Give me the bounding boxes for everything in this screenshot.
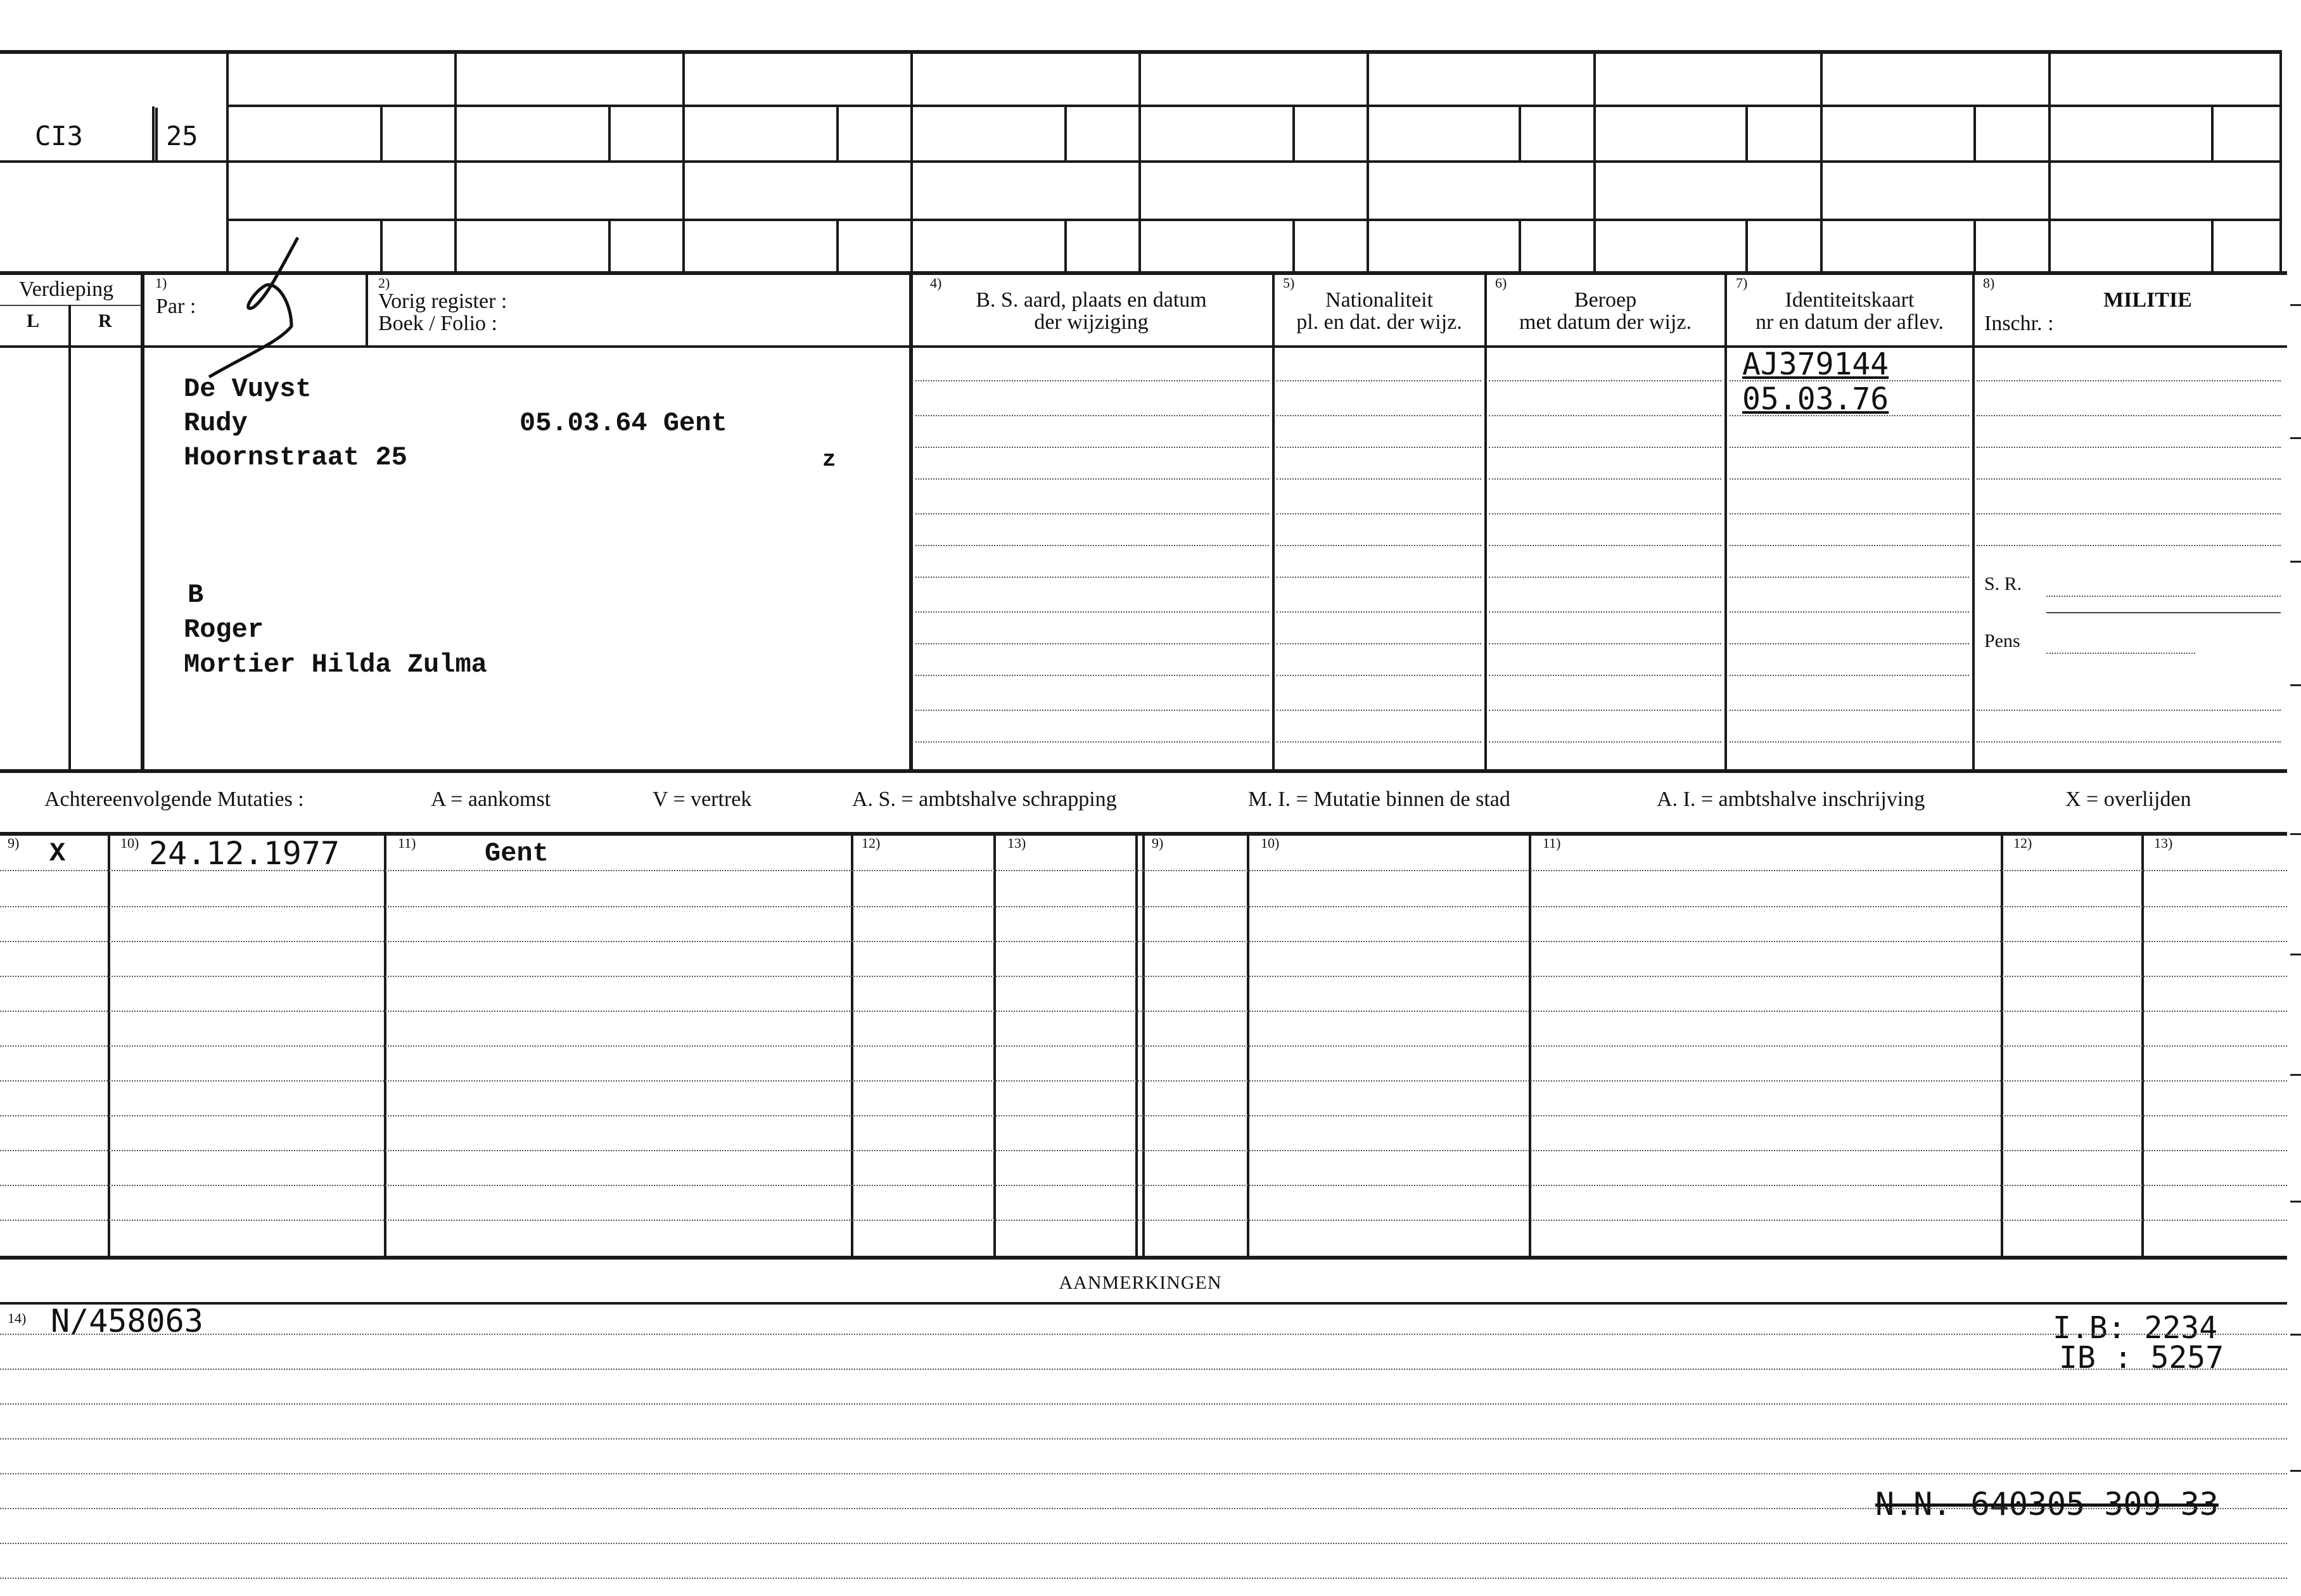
grid-line bbox=[68, 305, 71, 769]
legend-as: A. S. = ambtshalve schrapping bbox=[852, 788, 1117, 811]
grid-line bbox=[380, 106, 383, 160]
grid-line bbox=[910, 50, 913, 272]
grid-line bbox=[2211, 219, 2214, 272]
grid-line bbox=[0, 1256, 2287, 1260]
grid-line bbox=[0, 769, 2287, 773]
surname: De Vuyst bbox=[184, 374, 312, 404]
grid-line bbox=[141, 271, 144, 769]
grid-line bbox=[1973, 106, 1976, 160]
grid-line bbox=[384, 832, 386, 1256]
grid-line bbox=[1292, 219, 1295, 272]
national-number: N/458063 bbox=[51, 1303, 203, 1339]
grid-line bbox=[836, 106, 839, 160]
id-card-number: AJ379144 bbox=[1742, 347, 1889, 382]
pen-stroke-icon bbox=[203, 234, 310, 393]
grid-line bbox=[1135, 832, 1138, 1256]
nationality-line2: pl. en dat. der wijz. bbox=[1296, 310, 1462, 334]
nationality-line1: Nationaliteit bbox=[1325, 288, 1433, 312]
birth-date-place: 05.03.64 Gent bbox=[519, 408, 727, 438]
edge-tick bbox=[2290, 684, 2301, 686]
grid-line bbox=[608, 219, 611, 272]
bs-line1: B. S. aard, plaats en datum bbox=[976, 288, 1207, 312]
militie-title: MILITIE bbox=[2103, 288, 2192, 312]
grid-line bbox=[108, 832, 110, 1256]
grid-line bbox=[2046, 612, 2281, 613]
grid-line bbox=[1247, 832, 1249, 1256]
edge-tick bbox=[2290, 1470, 2301, 1472]
grid-line bbox=[1064, 219, 1067, 272]
col-10b-num: 10) bbox=[1261, 835, 1280, 851]
grid-line bbox=[0, 345, 2287, 348]
col-12-num: 12) bbox=[862, 835, 881, 851]
mutation-place: Gent bbox=[485, 838, 549, 869]
grid-line bbox=[1745, 219, 1748, 272]
id-card-date: 05.03.76 bbox=[1742, 381, 1889, 417]
inschr-label: Inschr. : bbox=[1984, 312, 2054, 335]
col-10-num: 10) bbox=[120, 835, 139, 851]
beroep-line1: Beroep bbox=[1574, 288, 1637, 312]
grid-line bbox=[2048, 50, 2051, 272]
grid-line bbox=[380, 219, 383, 272]
grid-line bbox=[366, 271, 368, 345]
boek-folio-label: Boek / Folio : bbox=[378, 312, 497, 335]
sr-label: S. R. bbox=[1984, 573, 2022, 594]
grid-line bbox=[152, 106, 155, 160]
vorig-register-label: Vorig register : bbox=[378, 290, 507, 313]
grid-line bbox=[1529, 832, 1531, 1256]
grid-line bbox=[1724, 271, 1727, 769]
col-9b-num: 9) bbox=[1152, 835, 1164, 851]
grid-line bbox=[2279, 50, 2282, 272]
grid-line bbox=[0, 271, 2287, 275]
bs-line2: der wijziging bbox=[1034, 310, 1149, 334]
margin-mark: z bbox=[822, 447, 836, 473]
h7-num: 7) bbox=[1736, 275, 1748, 291]
legend-ai: A. I. = ambtshalve inschrijving bbox=[1657, 788, 1925, 811]
grid-line bbox=[228, 105, 2281, 107]
grid-line bbox=[1064, 106, 1067, 160]
grid-line bbox=[0, 305, 143, 306]
grid-line bbox=[1142, 832, 1145, 1256]
firstname: Rudy bbox=[184, 408, 248, 438]
grid-line bbox=[851, 832, 853, 1256]
edge-tick bbox=[2290, 1201, 2301, 1203]
legend-title: Achtereenvolgende Mutaties : bbox=[44, 788, 304, 811]
grid-line bbox=[1745, 106, 1748, 160]
h4-num: 4) bbox=[930, 275, 942, 291]
mutation-type: X bbox=[49, 838, 66, 869]
identity-line2: nr en datum der aflev. bbox=[1755, 310, 1944, 334]
col-l-label: L bbox=[27, 310, 40, 331]
grid-line bbox=[2141, 832, 2144, 1256]
mother-name: Mortier Hilda Zulma bbox=[184, 649, 487, 680]
col-9-num: 9) bbox=[8, 835, 20, 851]
h8-num: 8) bbox=[1983, 275, 1995, 291]
grid-line bbox=[454, 50, 457, 272]
legend-mi: M. I. = Mutatie binnen de stad bbox=[1248, 788, 1510, 811]
col-11-num: 11) bbox=[398, 835, 416, 851]
col-13b-num: 13) bbox=[2154, 835, 2173, 851]
grid-line bbox=[1484, 271, 1487, 769]
grid-line bbox=[993, 832, 996, 1256]
col-12b-num: 12) bbox=[2013, 835, 2032, 851]
grid-line bbox=[1519, 219, 1521, 272]
ib-second: IB : 5257 bbox=[2059, 1340, 2224, 1376]
edge-tick bbox=[2290, 1074, 2301, 1076]
edge-tick bbox=[2290, 561, 2301, 563]
grid-line bbox=[1973, 219, 1976, 272]
grid-line bbox=[1519, 106, 1521, 160]
remarks-num: 14) bbox=[8, 1310, 27, 1326]
h2-num: 2) bbox=[378, 275, 390, 291]
grid-line bbox=[155, 108, 158, 162]
grid-line bbox=[0, 1302, 2287, 1305]
par-label: Par : bbox=[156, 295, 196, 318]
grid-line bbox=[1972, 271, 1975, 769]
ib-first: I.B: 2234 bbox=[2053, 1310, 2218, 1346]
grid-line bbox=[1820, 50, 1823, 272]
grid-line bbox=[228, 219, 2281, 221]
grid-line bbox=[909, 271, 913, 769]
grid-line bbox=[1138, 50, 1141, 272]
edge-tick bbox=[2290, 954, 2301, 955]
verdieping-label: Verdieping bbox=[18, 278, 114, 301]
mutation-date: 24.12.1977 bbox=[149, 835, 340, 872]
address: Hoornstraat 25 bbox=[184, 442, 407, 473]
house-number: 25 bbox=[166, 120, 198, 151]
remarks-title: AANMERKINGEN bbox=[1059, 1272, 1222, 1293]
grid-line bbox=[2001, 832, 2003, 1256]
grid-line bbox=[836, 219, 839, 272]
grid-line bbox=[1367, 50, 1369, 272]
nn-number: N.N. 640305 309 33 bbox=[1875, 1486, 2219, 1523]
grid-line bbox=[2211, 106, 2214, 160]
h6-num: 6) bbox=[1495, 275, 1507, 291]
edge-tick bbox=[2290, 437, 2301, 439]
beroep-line2: met datum der wijz. bbox=[1519, 310, 1692, 334]
grid-line bbox=[1272, 271, 1275, 769]
h1-num: 1) bbox=[155, 275, 167, 291]
grid-line bbox=[608, 106, 611, 160]
col-r-label: R bbox=[98, 310, 112, 331]
grid-line bbox=[1292, 106, 1295, 160]
legend-a: A = aankomst bbox=[431, 788, 551, 811]
edge-tick bbox=[2290, 833, 2301, 835]
pens-label: Pens bbox=[1984, 630, 2020, 651]
grid-line bbox=[682, 50, 685, 272]
col-13-num: 13) bbox=[1007, 835, 1026, 851]
edge-tick bbox=[2290, 304, 2301, 306]
block-code: CI3 bbox=[35, 120, 83, 151]
identity-line1: Identiteitskaart bbox=[1785, 288, 1915, 312]
father-name: Roger bbox=[184, 615, 264, 645]
grid-line bbox=[1593, 50, 1596, 272]
legend-x: X = overlijden bbox=[2065, 788, 2191, 811]
father-label: B bbox=[188, 580, 204, 610]
edge-tick bbox=[2290, 1334, 2301, 1336]
col-11b-num: 11) bbox=[1543, 835, 1561, 851]
legend-v: V = vertrek bbox=[653, 788, 752, 811]
h5-num: 5) bbox=[1283, 275, 1295, 291]
